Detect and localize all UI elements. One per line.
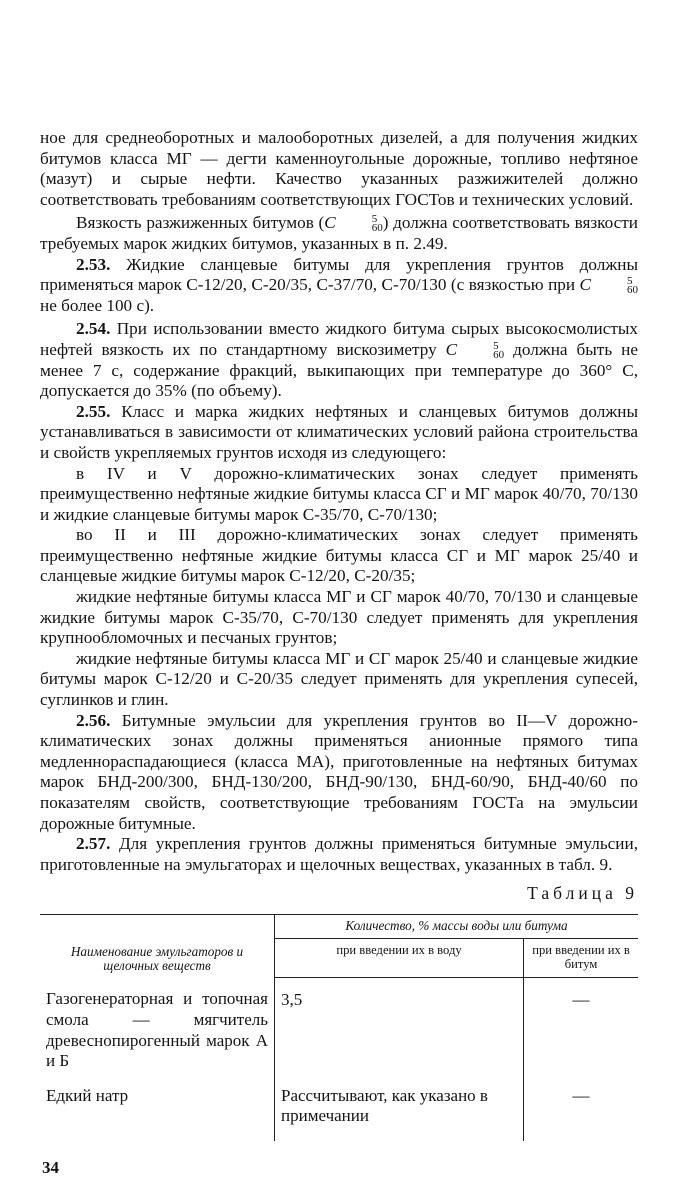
row-value-water: Рассчитывают, как указано в примечании	[275, 1074, 524, 1141]
paragraph-2-53-text-b: не более 100 с).	[40, 295, 155, 315]
paragraph-2-53-text-a: Жидкие сланцевые битумы для укрепления грунтов должны применяться марок С-12/20, С-20/35, С-37/70, С-70/130 (с вязкостью при	[40, 254, 638, 295]
paragraph-2-56-text: Битумные эмульсии для укрепления грунтов во II—V дорожно-климатических зонах должны применяться анионные прямого типа медленнораспадающиеся (класса МА), приготовленные на нефтяных битумах марок БНД-200/300, БНД-130/200, БНД-90/130, БНД-60/90, БНД-40/60 по показателям свойств, соответствующие требованиям ГОСТа на эмульсии дорожные битумные.	[40, 710, 638, 833]
paragraph-viscosity-text-a: Вязкость разжиженных битумов (	[76, 213, 325, 233]
header-quantity: Количество, % массы воды или битума	[275, 915, 639, 939]
paragraph-2-54	[40, 319, 638, 401]
table-row	[40, 977, 638, 1073]
paragraph-coarse-soils: жидкие нефтяные битумы класса МГ и СГ марок 40/70, 70/130 и сланцевые жидкие битумы марок С-35/70, С-70/130 следует применять для укрепления крупнообломочных и песчаных грунтов;	[40, 587, 638, 648]
paragraph-continuation: ное для среднеоборотных и малооборотных дизелей, а для получения жидких битумов класса МГ — дегти каменноугольные дорожные, топливо нефтяное (мазут) и сырые нефти. Качество указанных разжижителей должно соответствовать требованиям соответствующих ГОСТов и технических условий.	[40, 128, 638, 209]
viscosity-symbol	[446, 340, 504, 359]
document-page	[40, 128, 638, 1141]
viscosity-sup: 5	[493, 339, 499, 352]
section-number-2-55: 2.55.	[76, 401, 111, 421]
paragraph-clay-soils: жидкие нефтяные битумы класса МГ и СГ марок 25/40 и сланцевые жидкие битумы марок С-12/20 и С-20/35 следует применять для укрепления супесей, суглинков и глин.	[40, 648, 638, 710]
page-number: 34	[42, 1158, 59, 1177]
viscosity-sub: 60	[627, 284, 638, 297]
viscosity-sub: 60	[371, 222, 383, 235]
table-row	[40, 1074, 638, 1141]
table-header-row	[40, 915, 638, 939]
section-number-2-53: 2.53.	[76, 254, 111, 274]
viscosity-symbol	[324, 213, 383, 235]
paragraph-2-53	[40, 255, 638, 317]
paragraph-2-55-text: Класс и марка жидких нефтяных и сланцевых битумов должны устанавливаться в зависимости от климатических условий района строительства и свойств укрепляемых грунтов исходя из следующего:	[40, 401, 638, 462]
viscosity-letter: С	[579, 275, 591, 295]
table-title: Таблица 9	[527, 883, 638, 904]
row-name: Газогенераторная и топочная смола — мягчитель древеснопирогенный марок А и Б	[46, 989, 268, 1071]
row-value-bitumen: —	[524, 977, 638, 1073]
paragraph-viscosity-text-b: ) должна соответствовать вязкости требуемых марок жидких битумов, указанных в п. 2.49.	[40, 213, 638, 253]
emulsifier-table	[40, 914, 638, 1141]
row-name: Едкий натр	[46, 1085, 129, 1105]
paragraph-2-57	[40, 834, 638, 875]
section-number-2-54: 2.54.	[76, 319, 111, 339]
paragraph-2-54-text-a: При использовании вместо жидкого битума сырых высокосмолистых нефтей вязкость их по стандартному вискозиметру	[40, 319, 638, 359]
viscosity-sub: 60	[493, 348, 505, 361]
viscosity-letter: С	[445, 339, 458, 359]
section-number-2-56: 2.56.	[76, 710, 111, 730]
row-value-bitumen: —	[524, 1074, 638, 1141]
paragraph-2-54-text-b: должна быть не менее 7 с, содержание фракций, выкипающих при температуре до 360° С, допускается до 35% (по объему).	[40, 339, 638, 401]
header-into-bitumen: при введении их в битум	[524, 939, 638, 978]
paragraph-zones-iv-v: в IV и V дорожно-климатических зонах следует применять преимущественно нефтяные жидкие битумы класса СГ и МГ марок 40/70, 70/130 и жидкие сланцевые битумы марок С-35/70, С-70/130;	[40, 463, 638, 524]
section-number-2-57: 2.57.	[76, 834, 111, 854]
viscosity-symbol	[579, 275, 638, 297]
row-value-water: 3,5	[275, 977, 524, 1073]
paragraph-2-57-text: Для укрепления грунтов должны применяться битумные эмульсии, приготовленные на эмульгаторах и щелочных веществах, указанных в табл. 9.	[40, 834, 638, 874]
paragraph-zones-ii-iii: во II и III дорожно-климатических зонах следует применять преимущественно нефтяные жидкие битумы класса СГ и МГ марок 25/40 и сланцевые жидкие битумы марок С-12/20, С-20/35;	[40, 525, 638, 586]
paragraph-2-55	[40, 402, 638, 464]
viscosity-sup: 5	[371, 213, 378, 226]
header-name: Наименование эмульгаторов и щелочных веществ	[40, 915, 275, 978]
paragraph-viscosity	[40, 213, 638, 254]
header-into-water: при введении их в воду	[275, 939, 524, 978]
paragraph-2-56	[40, 711, 638, 835]
viscosity-letter: С	[324, 213, 336, 233]
viscosity-sup: 5	[627, 275, 633, 288]
